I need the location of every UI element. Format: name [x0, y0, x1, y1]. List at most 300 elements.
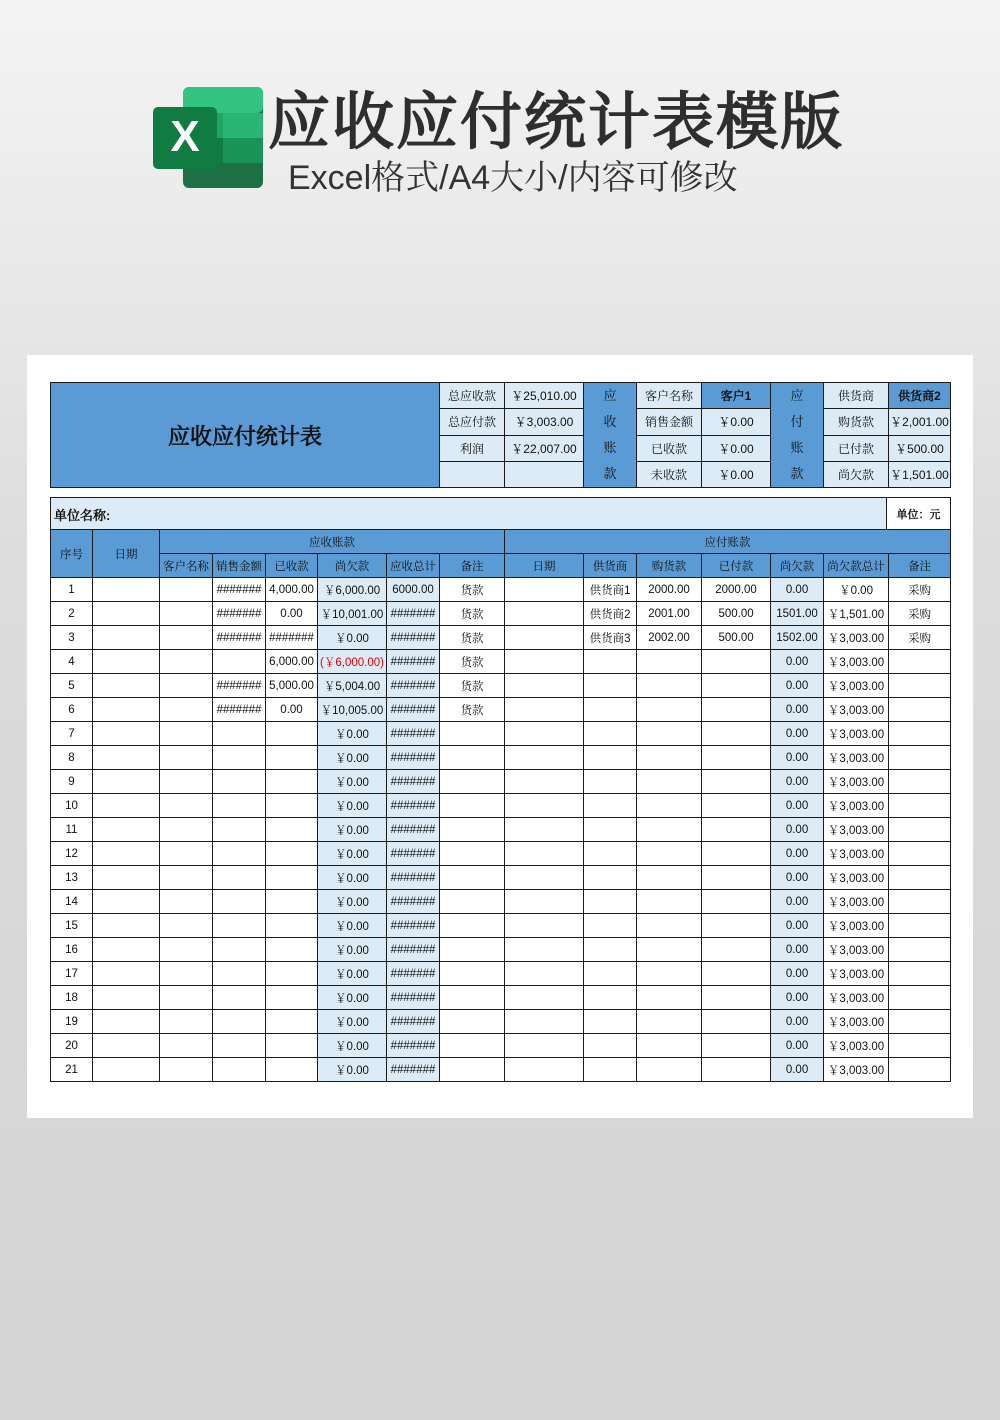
row-receivable-total[interactable]: ####### [387, 1034, 440, 1058]
row-payable-note[interactable] [889, 938, 951, 962]
row-payable-date[interactable] [505, 866, 584, 890]
row-purchase[interactable] [637, 986, 702, 1010]
row-date[interactable] [93, 770, 160, 794]
row-payable-note[interactable]: 采购 [889, 626, 951, 650]
row-paid[interactable] [702, 698, 771, 722]
row-payable-owed[interactable]: 0.00 [771, 674, 824, 698]
row-payable-owed-total[interactable]: ￥3,003.00 [824, 842, 889, 866]
row-seq[interactable]: 6 [51, 698, 93, 722]
row-payable-note[interactable] [889, 794, 951, 818]
total-payable-value[interactable]: ￥3,003.00 [505, 409, 584, 435]
row-sales[interactable]: ####### [213, 578, 266, 602]
row-purchase[interactable] [637, 770, 702, 794]
row-receivable-total[interactable]: ####### [387, 698, 440, 722]
row-seq[interactable]: 15 [51, 914, 93, 938]
paid-value[interactable]: ￥500.00 [889, 435, 951, 461]
row-received[interactable]: 0.00 [266, 698, 318, 722]
row-sales[interactable] [213, 986, 266, 1010]
row-supplier[interactable] [584, 1058, 637, 1082]
row-payable-note[interactable] [889, 770, 951, 794]
row-purchase[interactable] [637, 674, 702, 698]
row-payable-owed-total[interactable]: ￥3,003.00 [824, 986, 889, 1010]
row-payable-owed-total[interactable]: ￥0.00 [824, 578, 889, 602]
row-payable-note[interactable] [889, 914, 951, 938]
row-received[interactable] [266, 866, 318, 890]
row-customer[interactable] [160, 962, 213, 986]
row-payable-owed[interactable]: 0.00 [771, 698, 824, 722]
row-payable-owed-total[interactable]: ￥3,003.00 [824, 722, 889, 746]
row-supplier[interactable] [584, 746, 637, 770]
row-date[interactable] [93, 890, 160, 914]
row-supplier[interactable] [584, 1034, 637, 1058]
row-paid[interactable] [702, 746, 771, 770]
row-payable-date[interactable] [505, 962, 584, 986]
row-receivable-total[interactable]: 6000.00 [387, 578, 440, 602]
row-note[interactable] [440, 818, 505, 842]
row-seq[interactable]: 2 [51, 602, 93, 626]
row-payable-note[interactable]: 采购 [889, 602, 951, 626]
row-payable-date[interactable] [505, 1058, 584, 1082]
row-supplier[interactable] [584, 650, 637, 674]
row-payable-date[interactable] [505, 746, 584, 770]
row-paid[interactable] [702, 674, 771, 698]
row-owed[interactable]: ￥0.00 [318, 986, 387, 1010]
row-date[interactable] [93, 962, 160, 986]
row-note[interactable] [440, 746, 505, 770]
row-sales[interactable] [213, 770, 266, 794]
row-sales[interactable] [213, 650, 266, 674]
row-date[interactable] [93, 842, 160, 866]
row-payable-date[interactable] [505, 914, 584, 938]
row-sales[interactable]: ####### [213, 674, 266, 698]
row-receivable-total[interactable]: ####### [387, 746, 440, 770]
row-received[interactable] [266, 842, 318, 866]
row-receivable-total[interactable]: ####### [387, 722, 440, 746]
row-purchase[interactable] [637, 1034, 702, 1058]
row-payable-date[interactable] [505, 842, 584, 866]
row-purchase[interactable]: 2001.00 [637, 602, 702, 626]
row-note[interactable] [440, 722, 505, 746]
row-owed[interactable]: ￥0.00 [318, 1058, 387, 1082]
row-supplier[interactable] [584, 674, 637, 698]
row-note[interactable] [440, 938, 505, 962]
row-sales[interactable] [213, 722, 266, 746]
row-payable-owed-total[interactable]: ￥3,003.00 [824, 698, 889, 722]
row-sales[interactable] [213, 1058, 266, 1082]
row-payable-note[interactable] [889, 842, 951, 866]
row-receivable-total[interactable]: ####### [387, 890, 440, 914]
row-seq[interactable]: 12 [51, 842, 93, 866]
row-sales[interactable] [213, 914, 266, 938]
row-seq[interactable]: 14 [51, 890, 93, 914]
row-received[interactable] [266, 962, 318, 986]
row-receivable-total[interactable]: ####### [387, 986, 440, 1010]
row-paid[interactable] [702, 1034, 771, 1058]
row-paid[interactable] [702, 1058, 771, 1082]
row-customer[interactable] [160, 1034, 213, 1058]
row-date[interactable] [93, 722, 160, 746]
row-paid[interactable] [702, 1010, 771, 1034]
row-note[interactable]: 货款 [440, 698, 505, 722]
row-payable-date[interactable] [505, 1010, 584, 1034]
row-purchase[interactable] [637, 650, 702, 674]
row-received[interactable] [266, 818, 318, 842]
unreceived-value[interactable]: ￥0.00 [702, 461, 771, 487]
row-seq[interactable]: 21 [51, 1058, 93, 1082]
row-owed[interactable]: ￥10,005.00 [318, 698, 387, 722]
row-payable-owed[interactable]: 0.00 [771, 842, 824, 866]
row-sales[interactable] [213, 794, 266, 818]
row-seq[interactable]: 4 [51, 650, 93, 674]
row-payable-owed[interactable]: 0.00 [771, 1058, 824, 1082]
row-owed[interactable]: ￥0.00 [318, 866, 387, 890]
row-supplier[interactable] [584, 986, 637, 1010]
row-owed[interactable]: ￥0.00 [318, 770, 387, 794]
row-received[interactable] [266, 938, 318, 962]
row-note[interactable]: 货款 [440, 578, 505, 602]
row-owed[interactable]: ￥10,001.00 [318, 602, 387, 626]
row-payable-date[interactable] [505, 770, 584, 794]
row-supplier[interactable] [584, 818, 637, 842]
row-payable-owed-total[interactable]: ￥3,003.00 [824, 938, 889, 962]
row-receivable-total[interactable]: ####### [387, 674, 440, 698]
row-received[interactable] [266, 914, 318, 938]
row-date[interactable] [93, 674, 160, 698]
row-supplier[interactable] [584, 890, 637, 914]
row-payable-owed[interactable]: 1502.00 [771, 626, 824, 650]
row-paid[interactable] [702, 722, 771, 746]
row-payable-owed-total[interactable]: ￥3,003.00 [824, 650, 889, 674]
row-supplier[interactable]: 供货商2 [584, 602, 637, 626]
row-customer[interactable] [160, 890, 213, 914]
row-payable-date[interactable] [505, 794, 584, 818]
row-owed[interactable]: ￥6,000.00 [318, 578, 387, 602]
row-paid[interactable]: 500.00 [702, 626, 771, 650]
row-date[interactable] [93, 866, 160, 890]
row-note[interactable] [440, 794, 505, 818]
row-payable-note[interactable] [889, 986, 951, 1010]
row-sales[interactable]: ####### [213, 698, 266, 722]
row-paid[interactable] [702, 890, 771, 914]
row-paid[interactable] [702, 770, 771, 794]
row-owed[interactable]: ￥0.00 [318, 938, 387, 962]
row-paid[interactable] [702, 866, 771, 890]
row-payable-owed-total[interactable]: ￥3,003.00 [824, 794, 889, 818]
row-note[interactable]: 货款 [440, 674, 505, 698]
row-sales[interactable]: ####### [213, 602, 266, 626]
row-sales[interactable] [213, 818, 266, 842]
row-date[interactable] [93, 1010, 160, 1034]
row-customer[interactable] [160, 914, 213, 938]
row-payable-note[interactable] [889, 650, 951, 674]
owed-value[interactable]: ￥1,501.00 [889, 461, 951, 487]
row-note[interactable] [440, 986, 505, 1010]
row-payable-date[interactable] [505, 722, 584, 746]
row-date[interactable] [93, 794, 160, 818]
row-supplier[interactable] [584, 698, 637, 722]
row-purchase[interactable] [637, 866, 702, 890]
row-payable-owed-total[interactable]: ￥3,003.00 [824, 1010, 889, 1034]
row-supplier[interactable] [584, 842, 637, 866]
row-payable-owed-total[interactable]: ￥1,501.00 [824, 602, 889, 626]
row-payable-owed-total[interactable]: ￥3,003.00 [824, 746, 889, 770]
row-customer[interactable] [160, 1010, 213, 1034]
row-owed[interactable]: ￥0.00 [318, 1010, 387, 1034]
row-date[interactable] [93, 698, 160, 722]
row-receivable-total[interactable]: ####### [387, 938, 440, 962]
row-receivable-total[interactable]: ####### [387, 866, 440, 890]
row-paid[interactable] [702, 986, 771, 1010]
row-payable-owed[interactable]: 0.00 [771, 938, 824, 962]
row-received[interactable] [266, 1058, 318, 1082]
row-purchase[interactable] [637, 842, 702, 866]
row-received[interactable] [266, 986, 318, 1010]
row-note[interactable]: 货款 [440, 626, 505, 650]
row-payable-note[interactable] [889, 722, 951, 746]
row-payable-owed-total[interactable]: ￥3,003.00 [824, 626, 889, 650]
row-owed[interactable]: ￥5,004.00 [318, 674, 387, 698]
row-owed[interactable]: ￥0.00 [318, 914, 387, 938]
row-receivable-total[interactable]: ####### [387, 770, 440, 794]
row-payable-owed-total[interactable]: ￥3,003.00 [824, 1058, 889, 1082]
row-purchase[interactable] [637, 938, 702, 962]
row-payable-owed[interactable]: 0.00 [771, 1010, 824, 1034]
row-sales[interactable] [213, 746, 266, 770]
row-payable-owed[interactable]: 0.00 [771, 914, 824, 938]
row-customer[interactable] [160, 986, 213, 1010]
row-payable-date[interactable] [505, 626, 584, 650]
row-payable-owed-total[interactable]: ￥3,003.00 [824, 890, 889, 914]
row-payable-owed-total[interactable]: ￥3,003.00 [824, 818, 889, 842]
row-owed[interactable]: ￥0.00 [318, 962, 387, 986]
row-received[interactable] [266, 770, 318, 794]
row-payable-date[interactable] [505, 578, 584, 602]
row-payable-note[interactable]: 采购 [889, 578, 951, 602]
row-receivable-total[interactable]: ####### [387, 1058, 440, 1082]
row-date[interactable] [93, 1058, 160, 1082]
sales-amount-value[interactable]: ￥0.00 [702, 409, 771, 435]
row-receivable-total[interactable]: ####### [387, 818, 440, 842]
row-payable-owed[interactable]: 0.00 [771, 890, 824, 914]
row-receivable-total[interactable]: ####### [387, 962, 440, 986]
row-received[interactable]: 6,000.00 [266, 650, 318, 674]
row-purchase[interactable] [637, 914, 702, 938]
row-paid[interactable] [702, 818, 771, 842]
row-customer[interactable] [160, 938, 213, 962]
row-owed[interactable]: ￥0.00 [318, 722, 387, 746]
row-payable-date[interactable] [505, 986, 584, 1010]
row-date[interactable] [93, 938, 160, 962]
row-payable-date[interactable] [505, 650, 584, 674]
row-seq[interactable]: 7 [51, 722, 93, 746]
row-purchase[interactable] [637, 890, 702, 914]
row-sales[interactable] [213, 962, 266, 986]
row-receivable-total[interactable]: ####### [387, 914, 440, 938]
row-payable-owed[interactable]: 0.00 [771, 986, 824, 1010]
row-received[interactable] [266, 722, 318, 746]
row-sales[interactable] [213, 842, 266, 866]
row-sales[interactable]: ####### [213, 626, 266, 650]
row-payable-note[interactable] [889, 818, 951, 842]
row-paid[interactable]: 500.00 [702, 602, 771, 626]
row-purchase[interactable] [637, 722, 702, 746]
row-paid[interactable] [702, 914, 771, 938]
customer-name-select[interactable]: 客户1 [702, 383, 771, 409]
row-customer[interactable] [160, 866, 213, 890]
row-received[interactable]: 0.00 [266, 602, 318, 626]
row-owed[interactable]: ￥0.00 [318, 890, 387, 914]
row-customer[interactable] [160, 698, 213, 722]
row-date[interactable] [93, 914, 160, 938]
row-payable-owed-total[interactable]: ￥3,003.00 [824, 914, 889, 938]
row-date[interactable] [93, 1034, 160, 1058]
row-seq[interactable]: 13 [51, 866, 93, 890]
row-payable-owed[interactable]: 0.00 [771, 770, 824, 794]
row-customer[interactable] [160, 818, 213, 842]
row-supplier[interactable] [584, 866, 637, 890]
row-receivable-total[interactable]: ####### [387, 794, 440, 818]
supplier-name-select[interactable]: 供货商2 [889, 383, 951, 409]
row-purchase[interactable] [637, 746, 702, 770]
row-owed[interactable]: ￥0.00 [318, 626, 387, 650]
row-payable-note[interactable] [889, 746, 951, 770]
row-paid[interactable] [702, 794, 771, 818]
row-receivable-total[interactable]: ####### [387, 602, 440, 626]
row-note[interactable]: 货款 [440, 602, 505, 626]
row-supplier[interactable] [584, 722, 637, 746]
row-note[interactable] [440, 770, 505, 794]
row-seq[interactable]: 9 [51, 770, 93, 794]
row-purchase[interactable] [637, 1010, 702, 1034]
row-seq[interactable]: 11 [51, 818, 93, 842]
row-paid[interactable] [702, 650, 771, 674]
row-payable-date[interactable] [505, 890, 584, 914]
row-owed[interactable]: ￥0.00 [318, 746, 387, 770]
row-payable-note[interactable] [889, 674, 951, 698]
row-supplier[interactable]: 供货商3 [584, 626, 637, 650]
row-payable-owed[interactable]: 0.00 [771, 1034, 824, 1058]
row-customer[interactable] [160, 842, 213, 866]
row-owed[interactable]: ￥0.00 [318, 794, 387, 818]
row-receivable-total[interactable]: ####### [387, 650, 440, 674]
row-paid[interactable] [702, 962, 771, 986]
row-date[interactable] [93, 986, 160, 1010]
row-note[interactable]: 货款 [440, 650, 505, 674]
row-customer[interactable] [160, 1058, 213, 1082]
row-payable-note[interactable] [889, 890, 951, 914]
row-purchase[interactable] [637, 698, 702, 722]
row-note[interactable] [440, 914, 505, 938]
row-note[interactable] [440, 1058, 505, 1082]
blank-cell[interactable] [505, 461, 584, 487]
row-payable-owed[interactable]: 0.00 [771, 794, 824, 818]
row-customer[interactable] [160, 578, 213, 602]
row-supplier[interactable] [584, 914, 637, 938]
row-seq[interactable]: 1 [51, 578, 93, 602]
row-purchase[interactable] [637, 818, 702, 842]
row-received[interactable]: 5,000.00 [266, 674, 318, 698]
row-customer[interactable] [160, 794, 213, 818]
row-paid[interactable] [702, 842, 771, 866]
row-note[interactable] [440, 1034, 505, 1058]
row-date[interactable] [93, 650, 160, 674]
row-note[interactable] [440, 962, 505, 986]
profit-value[interactable]: ￥22,007.00 [505, 435, 584, 461]
row-received[interactable]: 4,000.00 [266, 578, 318, 602]
row-paid[interactable] [702, 938, 771, 962]
row-owed[interactable]: ￥0.00 [318, 818, 387, 842]
company-name-label[interactable]: 单位名称: [51, 498, 887, 531]
row-purchase[interactable]: 2002.00 [637, 626, 702, 650]
row-purchase[interactable]: 2000.00 [637, 578, 702, 602]
purchase-amount-value[interactable]: ￥2,001.00 [889, 409, 951, 435]
row-seq[interactable]: 5 [51, 674, 93, 698]
row-received[interactable] [266, 890, 318, 914]
row-payable-owed[interactable]: 0.00 [771, 818, 824, 842]
row-seq[interactable]: 3 [51, 626, 93, 650]
row-note[interactable] [440, 842, 505, 866]
row-sales[interactable] [213, 1034, 266, 1058]
row-paid[interactable]: 2000.00 [702, 578, 771, 602]
row-supplier[interactable] [584, 770, 637, 794]
row-date[interactable] [93, 578, 160, 602]
row-date[interactable] [93, 746, 160, 770]
row-supplier[interactable] [584, 938, 637, 962]
row-purchase[interactable] [637, 1058, 702, 1082]
row-date[interactable] [93, 818, 160, 842]
row-purchase[interactable] [637, 794, 702, 818]
row-note[interactable] [440, 866, 505, 890]
row-payable-note[interactable] [889, 866, 951, 890]
row-supplier[interactable] [584, 1010, 637, 1034]
row-sales[interactable] [213, 938, 266, 962]
received-value[interactable]: ￥0.00 [702, 435, 771, 461]
row-receivable-total[interactable]: ####### [387, 842, 440, 866]
row-received[interactable]: ####### [266, 626, 318, 650]
row-sales[interactable] [213, 890, 266, 914]
row-owed[interactable]: ￥0.00 [318, 1034, 387, 1058]
row-supplier[interactable] [584, 794, 637, 818]
row-sales[interactable] [213, 866, 266, 890]
row-date[interactable] [93, 602, 160, 626]
row-seq[interactable]: 10 [51, 794, 93, 818]
row-payable-owed-total[interactable]: ￥3,003.00 [824, 674, 889, 698]
row-note[interactable] [440, 890, 505, 914]
row-seq[interactable]: 19 [51, 1010, 93, 1034]
row-seq[interactable]: 20 [51, 1034, 93, 1058]
row-payable-owed-total[interactable]: ￥3,003.00 [824, 962, 889, 986]
row-seq[interactable]: 17 [51, 962, 93, 986]
row-customer[interactable] [160, 746, 213, 770]
row-payable-owed[interactable]: 0.00 [771, 746, 824, 770]
row-receivable-total[interactable]: ####### [387, 626, 440, 650]
row-seq[interactable]: 8 [51, 746, 93, 770]
row-payable-date[interactable] [505, 818, 584, 842]
row-payable-note[interactable] [889, 1010, 951, 1034]
row-payable-note[interactable] [889, 1058, 951, 1082]
row-date[interactable] [93, 626, 160, 650]
row-received[interactable] [266, 1034, 318, 1058]
row-customer[interactable] [160, 626, 213, 650]
row-sales[interactable] [213, 1010, 266, 1034]
row-customer[interactable] [160, 722, 213, 746]
row-payable-owed[interactable]: 1501.00 [771, 602, 824, 626]
row-seq[interactable]: 16 [51, 938, 93, 962]
row-payable-owed-total[interactable]: ￥3,003.00 [824, 866, 889, 890]
row-payable-owed[interactable]: 0.00 [771, 578, 824, 602]
row-seq[interactable]: 18 [51, 986, 93, 1010]
row-received[interactable] [266, 746, 318, 770]
